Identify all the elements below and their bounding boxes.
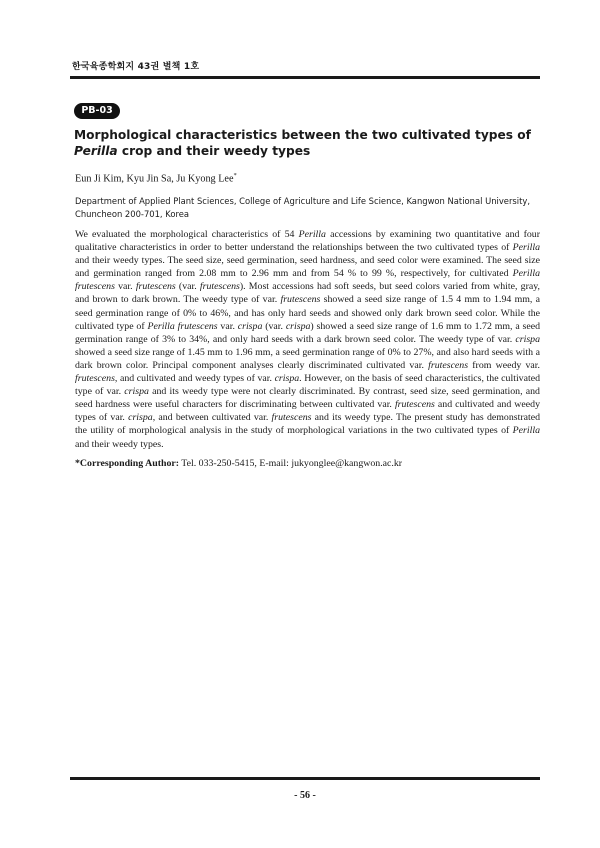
abstract-italic-term: Perilla: [512, 425, 540, 437]
abstract-paragraph: [75, 228, 540, 451]
abstract-italic-term: crispa: [285, 320, 311, 332]
author-list: [75, 172, 237, 184]
abstract-italic-term: crispa: [124, 386, 149, 398]
abstract-italic-term: frutescens: [199, 281, 240, 293]
footer-rule: [70, 777, 540, 780]
abstract-text: (var.: [262, 320, 286, 332]
corresponding-author: [75, 458, 402, 469]
affiliation-line-2: Chuncheon 200-701, Korea: [75, 209, 189, 219]
abstract-text: and its weedy type were not clearly discriminated. By contrast, seed size, seed germination, and seed hardness were useful characters for discriminating between cultivated var.: [75, 386, 540, 411]
abstract-text: and cultivated and weedy types of var.: [75, 399, 540, 424]
abstract-text: , and cultivated and weedy types of var.: [114, 373, 275, 385]
abstract-text: and their weedy types.: [75, 438, 164, 450]
abstract-text: ). Most accessions had soft seeds, but seed colors varied from white, gray, and brown to dark brown. The weedy type of var.: [75, 281, 540, 306]
affiliation: [75, 195, 545, 221]
title-text-1: Morphological characteristics between the two cultivated types of: [74, 128, 531, 142]
page-number: - 56 -: [294, 790, 316, 801]
title-text-2: crop and their weedy types: [117, 144, 311, 158]
abstract-italic-term: frutescens: [394, 399, 435, 411]
abstract-text: and their weedy types. The seed size, seed germination, seed hardness, and seed color were examined. The seed size and germination ranged from 2.08 mm to 2.96 mm and from 54 % to 99 %, respectively, for cultivated: [75, 255, 540, 280]
abstract-italic-term: Perilla: [298, 229, 326, 240]
abstract-text: . However, on the basis of seed characteristics, the cultivated type of var.: [75, 373, 540, 398]
corresponding-label: *Corresponding Author:: [75, 458, 180, 469]
abstract-italic-term: Perilla frutescens: [75, 268, 540, 293]
abstract-italic-term: frutescens: [135, 281, 176, 293]
abstract-text: accessions by examining two quantitative and four qualitative characteristics in order to better understand the relationships between the two cultivated types of: [75, 229, 540, 254]
abstract-text: (var.: [175, 281, 200, 293]
abstract-italic-term: crispa: [128, 412, 153, 424]
abstract-text: var.: [114, 281, 136, 293]
journal-header: 한국육종학회지 43권 별책 1호: [72, 62, 200, 72]
abstract-text: and its weedy type. The present study has demonstrated the utility of morphological analysis in the study of morphological variations in the two cultivated types of: [75, 412, 541, 437]
abstract-text: We evaluated the morphological characteristics of 54: [75, 229, 299, 240]
abstract-text: from weedy var.: [468, 359, 540, 371]
abstract-italic-term: frutescens: [75, 373, 115, 385]
title-genus: Perilla: [74, 144, 118, 158]
affiliation-line-1: Department of Applied Plant Sciences, College of Agriculture and Life Science, Kangwon National University,: [75, 196, 530, 206]
abstract-text: ) showed a seed size range of 1.6 mm to 1.72 mm, a seed germination range of 3% to 34%, and only hard seeds with a dark brown seed color. The weedy type of var.: [75, 320, 541, 345]
author-names: Eun Ji Kim, Kyu Jin Sa, Ju Kyong Lee: [75, 173, 234, 185]
abstract-italic-term: Perilla frutescens: [147, 320, 218, 332]
corresponding-contact: Tel. 033-250-5415, E-mail: jukyonglee@kangwon.ac.kr: [179, 458, 403, 469]
header-rule: [70, 76, 540, 79]
abstract-text: var.: [217, 320, 238, 332]
paper-title: [74, 127, 544, 159]
poster-badge: PB-03: [74, 103, 120, 119]
abstract-italic-term: frutescens: [428, 359, 469, 371]
abstract-italic-term: crispa: [515, 333, 540, 345]
abstract-italic-term: frutescens: [271, 412, 312, 424]
abstract-italic-term: crispa: [274, 373, 300, 385]
abstract-italic-term: Perilla: [512, 242, 540, 254]
abstract-text: , and between cultivated var.: [152, 412, 272, 424]
corresponding-mark: *: [233, 172, 237, 179]
abstract-italic-term: crispa: [237, 320, 263, 332]
abstract-italic-term: frutescens: [280, 294, 321, 306]
abstract-text: showed a seed size range of 1.5 4 mm to 1.94 mm, a seed germination range of 0% to 46%, and has only hard seeds and showed only dark brown seed color. While the cultivated type of: [75, 294, 541, 332]
abstract-text: showed a seed size range of 1.45 mm to 1.96 mm, a seed germination range of 0% to 27%, and also hard seeds with a dark brown color. Principal component analyses clearly discriminated cultivated var.: [75, 346, 540, 371]
